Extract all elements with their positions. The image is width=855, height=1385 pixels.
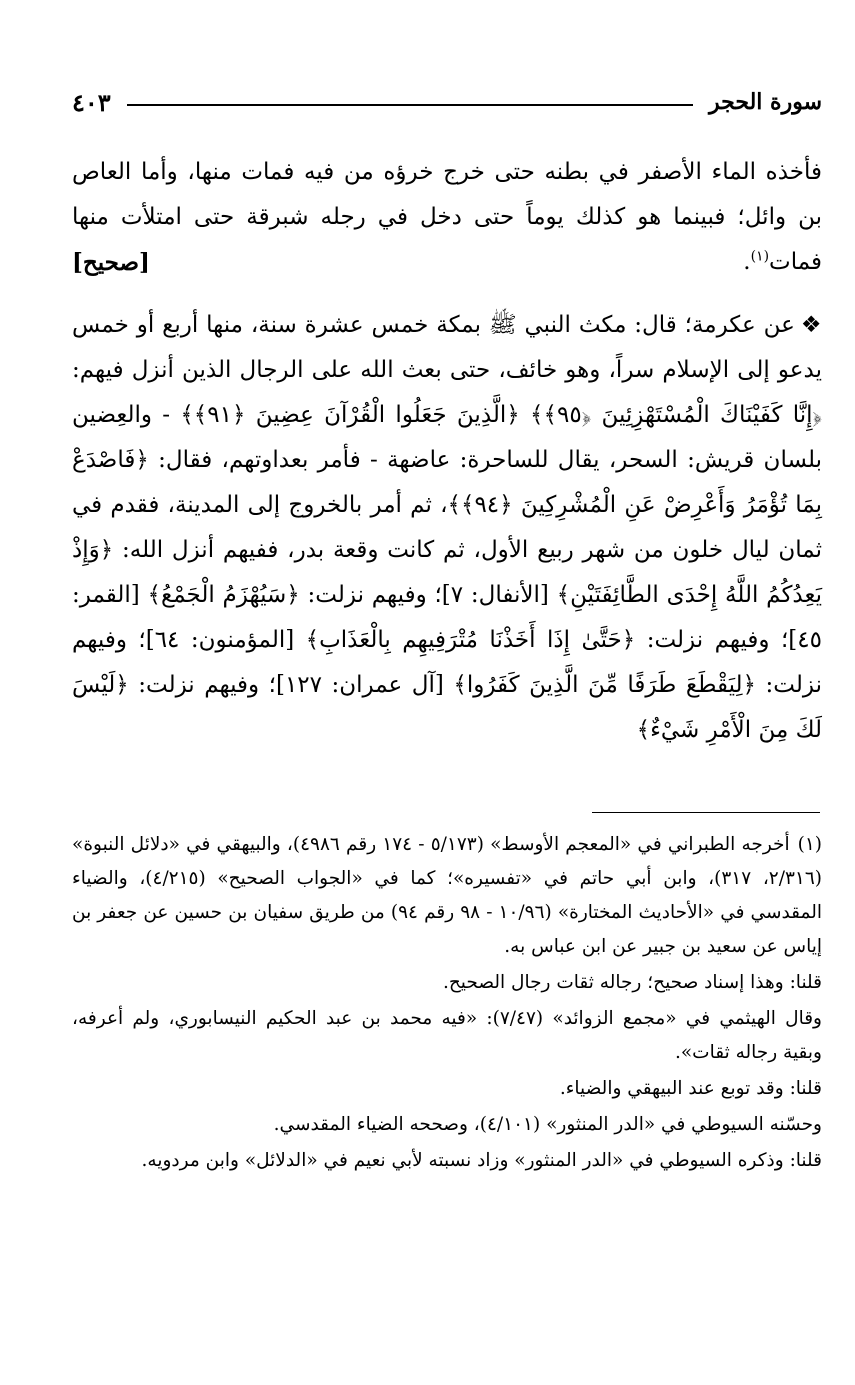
paragraph-2-text: عن عكرمة؛ قال: مكث النبي ﷺ بمكة خمس عشرة سنة، منها أربع أو خمس يدعو إلى الإسلام سراً، وهو خائف، حتى بعث الله على الرجال الذين أنزل فيهم: ﴿إِنَّا كَفَيْنَاكَ الْمُسْتَهْزِئِينَ ﴿٩٥﴾﴾ ﴿الَّذِينَ جَعَلُوا الْقُرْآنَ عِضِينَ ﴿٩١﴾﴾ - والعِضين بلسان قريش: السحر، يقال للساحرة: عاضهة - فأمر بعداوتهم، فقال: ﴿فَاصْدَعْ بِمَا تُؤْمَرُ وَأَعْرِضْ عَنِ الْمُشْرِكِينَ ﴿٩٤﴾﴾، ثم أمر بالخروج إلى المدينة، فقدم في ثمان ليال خلون من شهر ربيع الأول، ثم كانت وقعة بدر، ففيهم أنزل الله: ﴿وَإِذْ يَعِدُكُمُ اللَّهُ إِحْدَى الطَّائِفَتَيْنِ﴾ [الأنفال: ٧]؛ وفيهم نزلت: ﴿سَيُهْزَمُ الْجَمْعُ﴾ [القمر: ٤٥]؛ وفيهم نزلت: ﴿حَتَّىٰ إِذَا أَخَذْنَا مُتْرَفِيهِم بِالْعَذَابِ﴾ [المؤمنون: ٦٤]؛ وفيهم نزلت: ﴿لِيَقْطَعَ طَرَفًا مِّنَ الَّذِينَ كَفَرُوا﴾ [آل عمران: ١٢٧]؛ وفيهم نزلت: ﴿لَيْسَ لَكَ مِنَ الْأَمْرِ شَيْءٌ﴾ <box>72 312 822 743</box>
footnote-number: (١) <box>797 834 822 855</box>
main-text <box>72 150 822 753</box>
footnote-separator <box>592 812 820 813</box>
footnote-note: قلنا: وهذا إسناد صحيح؛ رجاله ثقات رجال الصحيح. <box>442 972 822 993</box>
footnote-1-text: أخرجه الطبراني في «المعجم الأوسط» (٥/١٧٣ - ١٧٤ رقم ٤٩٨٦)، والبيهقي في «دلائل النبوة» (٢/٣١٦، ٣١٧)، وابن أبي حاتم في «تفسيره»؛ كما في «الجواب الصحيح» (٤/٢١٥)، والضياء المقدسي في «الأحاديث المختارة» (١٠/٩٦ - ٩٨ رقم ٩٤) من طريق سفيان بن حسين عن جعفر بن إياس عن سعيد بن جبير عن ابن عباس به. <box>72 834 822 957</box>
footnotes <box>72 828 822 1180</box>
footnote-note: وحسّنه السيوطي في «الدر المنثور» (٤/١٠١)، وصححه الضياء المقدسي. <box>273 1114 822 1135</box>
paragraph-1-end: . <box>743 249 751 275</box>
footnote-note: قلنا: وذكره السيوطي في «الدر المنثور» وزاد نسبته لأبي نعيم في «الدلائل» وابن مردويه. <box>141 1150 822 1171</box>
footnote-ref-1: (١) <box>750 248 770 265</box>
surah-title: سورة الحجر <box>709 89 822 115</box>
paragraph-1-text: فأخذه الماء الأصفر في بطنه حتى خرج خرؤه من فيه فمات منها، وأما العاص بن وائل؛ فبينما هو كذلك يوماً حتى دخل في رجله شبرقة حتى امتلأت منها فمات <box>72 159 822 275</box>
footnote-note: قلنا: وقد توبع عند البيهقي والضياء. <box>559 1078 822 1099</box>
footnote-note: وقال الهيثمي في «مجمع الزوائد» (٧/٤٧): «فيه محمد بن عبد الحكيم النيسابوري، ولم أعرفه، وبقية رجاله ثقات». <box>72 1008 822 1063</box>
diamond-icon: ❖ <box>800 312 823 338</box>
hadith-grade: [صحيح] <box>72 249 150 276</box>
page-number: ٤٠٣ <box>72 87 111 117</box>
footnote-1 <box>72 828 822 964</box>
paragraph-1 <box>72 150 822 285</box>
paragraph-2 <box>72 303 822 753</box>
header-rule <box>127 104 693 106</box>
page-header <box>72 82 822 122</box>
